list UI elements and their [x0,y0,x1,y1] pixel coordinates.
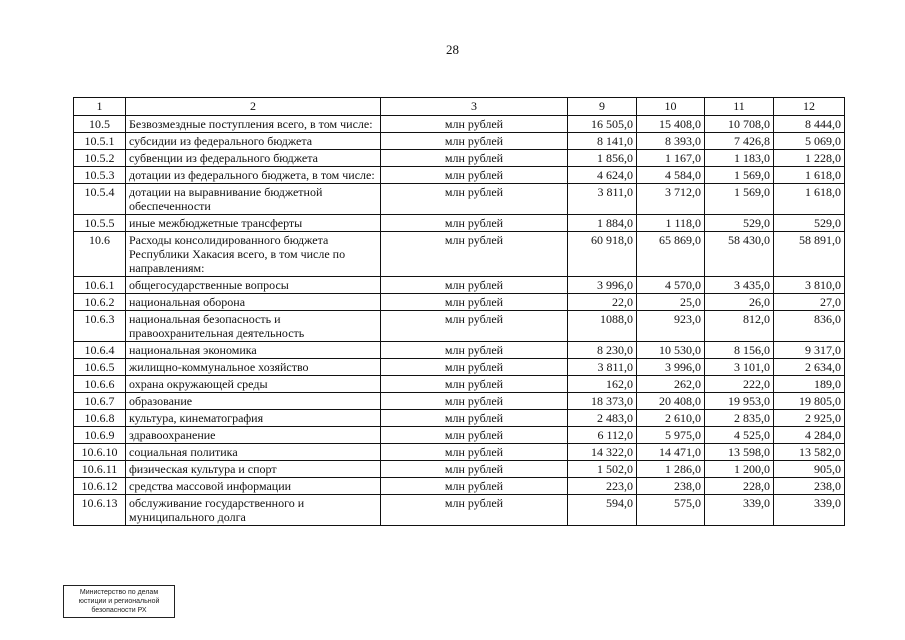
cell-value-10: 10 530,0 [637,342,705,359]
budget-table [73,97,845,526]
cell-unit: млн рублей [381,215,568,232]
cell-value-11: 3 101,0 [705,359,774,376]
cell-value-9: 162,0 [568,376,637,393]
cell-unit: млн рублей [381,359,568,376]
cell-name: Расходы консолидированного бюджета Республики Хакасия всего, в том числе по направлениям: [126,232,381,277]
cell-value-10: 5 975,0 [637,427,705,444]
cell-value-10: 15 408,0 [637,116,705,133]
cell-value-11: 1 569,0 [705,167,774,184]
table-row [74,150,845,167]
cell-name: национальная экономика [126,342,381,359]
table-row [74,410,845,427]
stamp-line: безопасности РХ [91,607,147,614]
cell-unit: млн рублей [381,461,568,478]
cell-value-9: 4 624,0 [568,167,637,184]
cell-unit: млн рублей [381,232,568,277]
cell-unit: млн рублей [381,478,568,495]
cell-value-11: 4 525,0 [705,427,774,444]
cell-code: 10.6.6 [74,376,126,393]
cell-code: 10.5.1 [74,133,126,150]
cell-unit: млн рублей [381,444,568,461]
cell-value-10: 65 869,0 [637,232,705,277]
table-row [74,427,845,444]
ministry-stamp [63,585,175,618]
cell-value-10: 8 393,0 [637,133,705,150]
cell-value-9: 14 322,0 [568,444,637,461]
header-col-1: 1 [74,98,126,116]
cell-value-9: 3 811,0 [568,184,637,215]
header-col-12: 12 [774,98,845,116]
cell-value-11: 58 430,0 [705,232,774,277]
cell-value-11: 8 156,0 [705,342,774,359]
table-row [74,359,845,376]
cell-name: иные межбюджетные трансферты [126,215,381,232]
cell-code: 10.5.4 [74,184,126,215]
cell-value-10: 238,0 [637,478,705,495]
cell-value-10: 1 167,0 [637,150,705,167]
cell-name: национальная безопасность и правоохранительная деятельность [126,311,381,342]
table-row [74,478,845,495]
cell-name: охрана окружающей среды [126,376,381,393]
cell-value-11: 10 708,0 [705,116,774,133]
page-number: 28 [446,42,459,57]
cell-code: 10.6.1 [74,277,126,294]
cell-value-12: 58 891,0 [774,232,845,277]
cell-value-11: 7 426,8 [705,133,774,150]
header-col-10: 10 [637,98,705,116]
cell-value-12: 13 582,0 [774,444,845,461]
cell-name: дотации на выравнивание бюджетной обеспеченности [126,184,381,215]
cell-name: культура, кинематография [126,410,381,427]
cell-unit: млн рублей [381,495,568,526]
cell-value-10: 25,0 [637,294,705,311]
table-row [74,393,845,410]
cell-unit: млн рублей [381,150,568,167]
cell-code: 10.5.5 [74,215,126,232]
cell-unit: млн рублей [381,427,568,444]
table-row [74,342,845,359]
cell-value-12: 1 228,0 [774,150,845,167]
cell-value-12: 2 925,0 [774,410,845,427]
cell-value-11: 1 183,0 [705,150,774,167]
cell-value-9: 16 505,0 [568,116,637,133]
cell-value-12: 1 618,0 [774,167,845,184]
cell-value-12: 1 618,0 [774,184,845,215]
cell-unit: млн рублей [381,294,568,311]
cell-value-11: 19 953,0 [705,393,774,410]
cell-code: 10.6.3 [74,311,126,342]
cell-value-11: 3 435,0 [705,277,774,294]
cell-value-9: 18 373,0 [568,393,637,410]
table-row [74,232,845,277]
cell-unit: млн рублей [381,167,568,184]
cell-value-12: 905,0 [774,461,845,478]
cell-value-9: 8 141,0 [568,133,637,150]
cell-value-11: 26,0 [705,294,774,311]
cell-value-9: 1088,0 [568,311,637,342]
header-col-3: 3 [381,98,568,116]
table-row [74,133,845,150]
header-col-9: 9 [568,98,637,116]
cell-value-10: 4 570,0 [637,277,705,294]
cell-name: физическая культура и спорт [126,461,381,478]
cell-unit: млн рублей [381,376,568,393]
cell-value-10: 1 118,0 [637,215,705,232]
cell-value-9: 1 856,0 [568,150,637,167]
cell-name: национальная оборона [126,294,381,311]
cell-value-12: 836,0 [774,311,845,342]
cell-code: 10.5.3 [74,167,126,184]
cell-name: здравоохранение [126,427,381,444]
cell-name: жилищно-коммунальное хозяйство [126,359,381,376]
cell-code: 10.6.10 [74,444,126,461]
table-row [74,215,845,232]
cell-name: социальная политика [126,444,381,461]
cell-value-12: 2 634,0 [774,359,845,376]
cell-value-10: 3 996,0 [637,359,705,376]
cell-unit: млн рублей [381,184,568,215]
cell-name: обслуживание государственного и муниципального долга [126,495,381,526]
cell-unit: млн рублей [381,342,568,359]
stamp-line: Министерство по делам [79,589,159,596]
cell-value-9: 1 884,0 [568,215,637,232]
cell-value-9: 60 918,0 [568,232,637,277]
cell-unit: млн рублей [381,277,568,294]
table-body [74,116,845,526]
cell-unit: млн рублей [381,311,568,342]
cell-value-9: 8 230,0 [568,342,637,359]
cell-name: Безвозмездные поступления всего, в том числе: [126,116,381,133]
cell-value-11: 1 200,0 [705,461,774,478]
table-row [74,184,845,215]
cell-name: средства массовой информации [126,478,381,495]
cell-value-12: 8 444,0 [774,116,845,133]
cell-value-11: 529,0 [705,215,774,232]
cell-value-12: 19 805,0 [774,393,845,410]
cell-value-10: 575,0 [637,495,705,526]
cell-value-12: 529,0 [774,215,845,232]
cell-value-11: 13 598,0 [705,444,774,461]
cell-value-11: 2 835,0 [705,410,774,427]
table-row [74,495,845,526]
cell-unit: млн рублей [381,133,568,150]
cell-value-10: 3 712,0 [637,184,705,215]
cell-value-9: 2 483,0 [568,410,637,427]
cell-value-9: 6 112,0 [568,427,637,444]
cell-value-9: 3 811,0 [568,359,637,376]
cell-value-11: 222,0 [705,376,774,393]
cell-value-11: 228,0 [705,478,774,495]
cell-value-12: 27,0 [774,294,845,311]
cell-code: 10.5.2 [74,150,126,167]
cell-code: 10.6.4 [74,342,126,359]
table-row [74,376,845,393]
cell-value-12: 339,0 [774,495,845,526]
cell-value-12: 9 317,0 [774,342,845,359]
cell-code: 10.6.5 [74,359,126,376]
cell-value-9: 594,0 [568,495,637,526]
cell-value-11: 812,0 [705,311,774,342]
cell-value-9: 3 996,0 [568,277,637,294]
cell-value-10: 14 471,0 [637,444,705,461]
table-row [74,461,845,478]
cell-code: 10.6.8 [74,410,126,427]
cell-name: дотации из федерального бюджета, в том числе: [126,167,381,184]
cell-code: 10.6.12 [74,478,126,495]
cell-value-9: 223,0 [568,478,637,495]
table-row [74,116,845,133]
cell-value-11: 339,0 [705,495,774,526]
cell-value-12: 5 069,0 [774,133,845,150]
cell-value-10: 262,0 [637,376,705,393]
cell-value-10: 2 610,0 [637,410,705,427]
table-header-row [74,98,845,116]
cell-value-10: 4 584,0 [637,167,705,184]
cell-value-12: 189,0 [774,376,845,393]
cell-unit: млн рублей [381,410,568,427]
table-row [74,311,845,342]
cell-code: 10.6.13 [74,495,126,526]
cell-code: 10.6.11 [74,461,126,478]
cell-code: 10.6.9 [74,427,126,444]
cell-value-12: 4 284,0 [774,427,845,444]
cell-code: 10.5 [74,116,126,133]
header-col-2: 2 [126,98,381,116]
table-row [74,277,845,294]
cell-code: 10.6.2 [74,294,126,311]
cell-value-9: 22,0 [568,294,637,311]
cell-value-10: 923,0 [637,311,705,342]
cell-value-10: 1 286,0 [637,461,705,478]
cell-value-9: 1 502,0 [568,461,637,478]
cell-code: 10.6.7 [74,393,126,410]
cell-value-12: 3 810,0 [774,277,845,294]
header-col-11: 11 [705,98,774,116]
table-row [74,294,845,311]
cell-name: субсидии из федерального бюджета [126,133,381,150]
table-row [74,167,845,184]
cell-name: субвенции из федерального бюджета [126,150,381,167]
stamp-line: юстиции и региональной [78,598,160,605]
cell-unit: млн рублей [381,116,568,133]
cell-unit: млн рублей [381,393,568,410]
cell-value-12: 238,0 [774,478,845,495]
cell-name: общегосударственные вопросы [126,277,381,294]
cell-value-10: 20 408,0 [637,393,705,410]
table-row [74,444,845,461]
cell-name: образование [126,393,381,410]
cell-value-11: 1 569,0 [705,184,774,215]
cell-code: 10.6 [74,232,126,277]
